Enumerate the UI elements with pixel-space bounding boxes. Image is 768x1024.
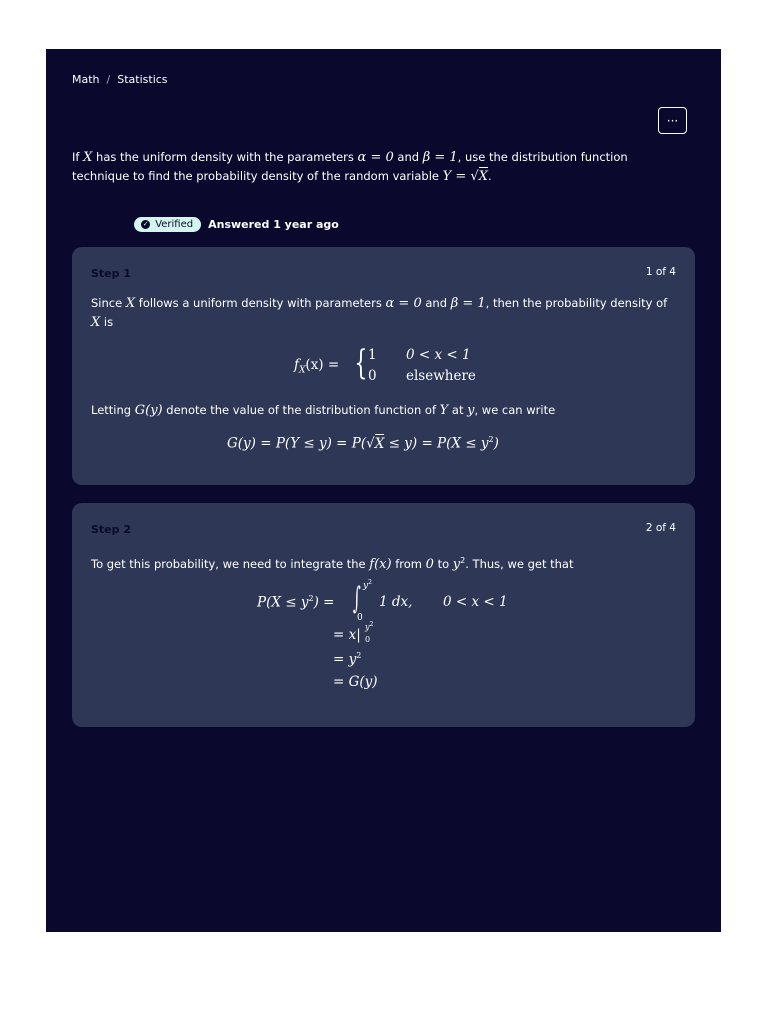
question-heading: Question [72,114,133,128]
distribution-equation: $G(y) = P(Y \le y) = P(√X \le y) = P(X \le y^2)$ [227,435,499,452]
solution-header [72,217,339,232]
step-paragraph: Since X follows a uniform density with parameters α = 0 and β = 1, then the probability density of X is [91,296,668,330]
check-icon: ✓ [142,220,149,228]
step-paragraph: To get this probability, we need to integrate the f(x) from 0 to $y^2$. Thus, we get that [91,556,574,572]
breadcrumb-separator: / [106,73,111,86]
step-paragraph: Letting G(y) denote the value of the distribution function of Y at y, we can write [91,403,556,418]
step-count: 1 of 4 [645,266,676,278]
step-title: Step 1 [91,267,131,280]
step-title: Step 2 [91,523,131,536]
step-count: 2 of 4 [645,522,676,534]
answered-time: Answered 1 year ago [208,218,339,231]
solution-panel [46,49,721,932]
more-options-button[interactable]: ··· [658,107,687,134]
breadcrumb-item-math[interactable]: Math [72,73,100,86]
solution-heading: Solution [72,217,129,232]
integral-derivation: $P(X \le y^2)$ = ∫ $y^2$ 0 1 dx, 0 < x < 1 = x| $y^2$ 0 = $y^2$ = G(y) [257,579,508,690]
step-card-2 [72,503,695,727]
verified-badge: ✓ Verified [134,217,201,232]
breadcrumb-item-statistics[interactable]: Statistics [117,73,168,86]
step-card-1: Step 1 1 of 4 Since X follows a uniform density with parameters α = 0 and β = 1, then the probability density of X is $f_X(x)$ = { 1 0 < x < 1 0 elsewhere Letting G(y) denote the value of the distribution function of Y at y, we can write $G(y) = P(Y \le y) = P(√X \le y) = P(X \le y^2)$ [72,247,695,485]
question-text: If X has the uniform density with the parameters α = 0 and β = 1, use the distribution function technique to find the probability density of the random variable Y = √X. [72,150,628,184]
breadcrumb [72,73,168,86]
